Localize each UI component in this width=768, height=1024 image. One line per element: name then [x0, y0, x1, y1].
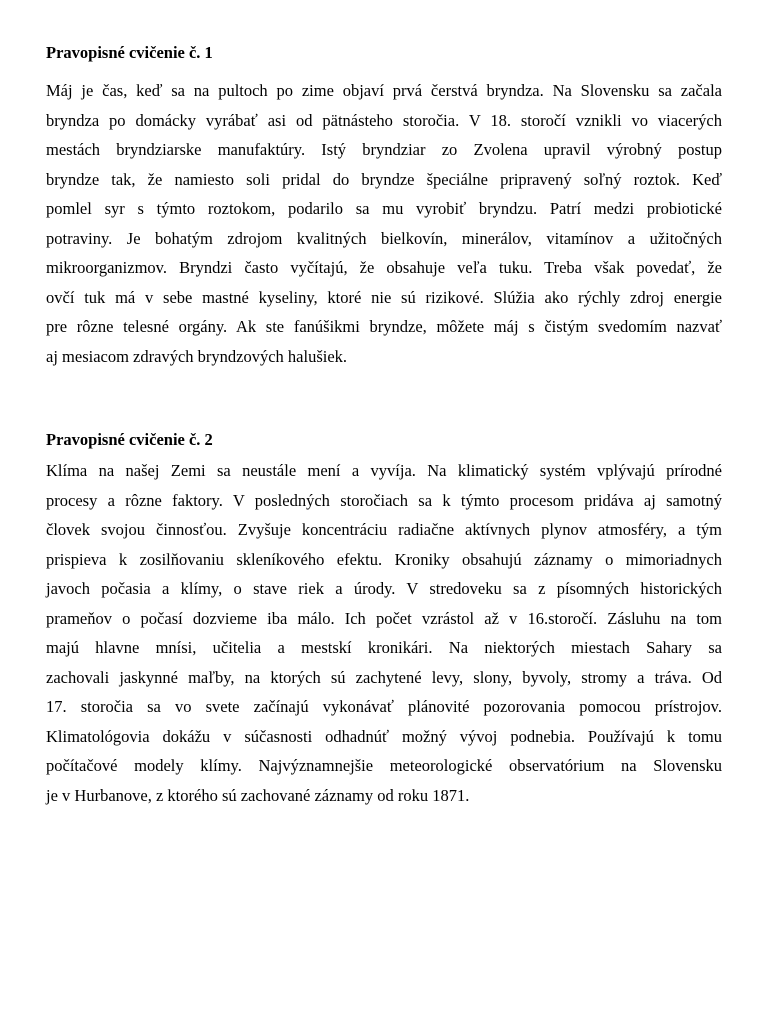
text-line: bryndze tak, že namiesto soli pridal do bryndze špeciálne pripravený soľný roztok. Keď	[46, 169, 722, 189]
text-line: Klíma na našej Zemi sa neustále mení a vyvíja. Na klimatický systém vplývajú prírodné	[46, 461, 722, 480]
text-line: je v Hurbanove, z ktorého sú zachované záznamy od roku 1871.	[46, 785, 470, 805]
text-line: počítačové modely klímy. Najvýznamnejšie meteorologické observatórium na Slovensku	[46, 756, 722, 775]
text-line: potraviny. Je bohatým zdrojom kvalitných bielkovín, minerálov, vitamínov a užitočných	[46, 228, 722, 248]
text-line: bryndza po domácky vyrábať asi od pätnásteho storočia. V 18. storočí vznikli vo viacerých	[46, 110, 722, 130]
text-line: 17. storočia sa vo svete začínajú vykonávať plánovité pozorovania pomocou prístrojov.	[46, 697, 722, 716]
text-line: javoch počasia a klímy, o stave riek a úrody. V stredoveku sa z písomných historických	[46, 579, 722, 598]
exercise-2-heading: Pravopisné cvičenie č. 2	[46, 430, 213, 449]
text-line: prispieva k zosilňovaniu skleníkového efektu. Kroniky obsahujú záznamy o mimoriadnych	[46, 549, 722, 569]
text-line: človek svojou činnosťou. Zvyšuje koncentráciu radiačne aktívnych plynov atmosféry, a tým	[46, 520, 722, 539]
text-line: procesy a rôzne faktory. V posledných storočiach sa k týmto procesom pridáva aj samotný	[46, 490, 722, 510]
text-line: mikroorganizmov. Bryndzi často vyčítajú, že obsahuje veľa tuku. Treba však povedať, že	[46, 258, 722, 277]
text-line: mestách bryndziarske manufaktúry. Istý bryndziar zo Zvolena upravil výrobný postup	[46, 140, 722, 159]
exercise-1-heading: Pravopisné cvičenie č. 1	[46, 43, 213, 62]
text-line: Klimatológovia dokážu v súčasnosti odhadnúť možný vývoj podnebia. Používajú k tomu	[46, 726, 722, 746]
text-line: majú hlavne mnísi, učitelia a mestskí kronikári. Na niektorých miestach Sahary sa	[46, 638, 722, 657]
text-line: ovčí tuk má v sebe mastné kyseliny, ktoré nie sú rizikové. Slúžia ako rýchly zdroj energie	[46, 287, 722, 307]
text-line: pomlel syr s týmto roztokom, podarilo sa mu vyrobiť bryndzu. Patrí medzi probiotické	[46, 199, 722, 218]
text-line: aj mesiacom zdravých bryndzových halušiek.	[46, 346, 348, 366]
text-line: pre rôzne telesné orgány. Ak ste fanúšikmi bryndze, môžete máj s čistým svedomím nazvať	[46, 317, 722, 336]
text-line: Máj je čas, keď sa na pultoch po zime objaví prvá čerstvá bryndza. Na Slovensku sa začala	[46, 81, 722, 100]
text-line: zachovali jaskynné maľby, na ktorých sú zachytené levy, slony, byvoly, stromy a tráva. Od	[46, 667, 722, 687]
text-line: prameňov o počasí dozvieme iba málo. Ich počet vzrástol až v 16.storočí. Zásluhu na tom	[46, 608, 722, 628]
exercise-1-text	[46, 76, 722, 371]
exercise-2-text	[46, 456, 722, 810]
